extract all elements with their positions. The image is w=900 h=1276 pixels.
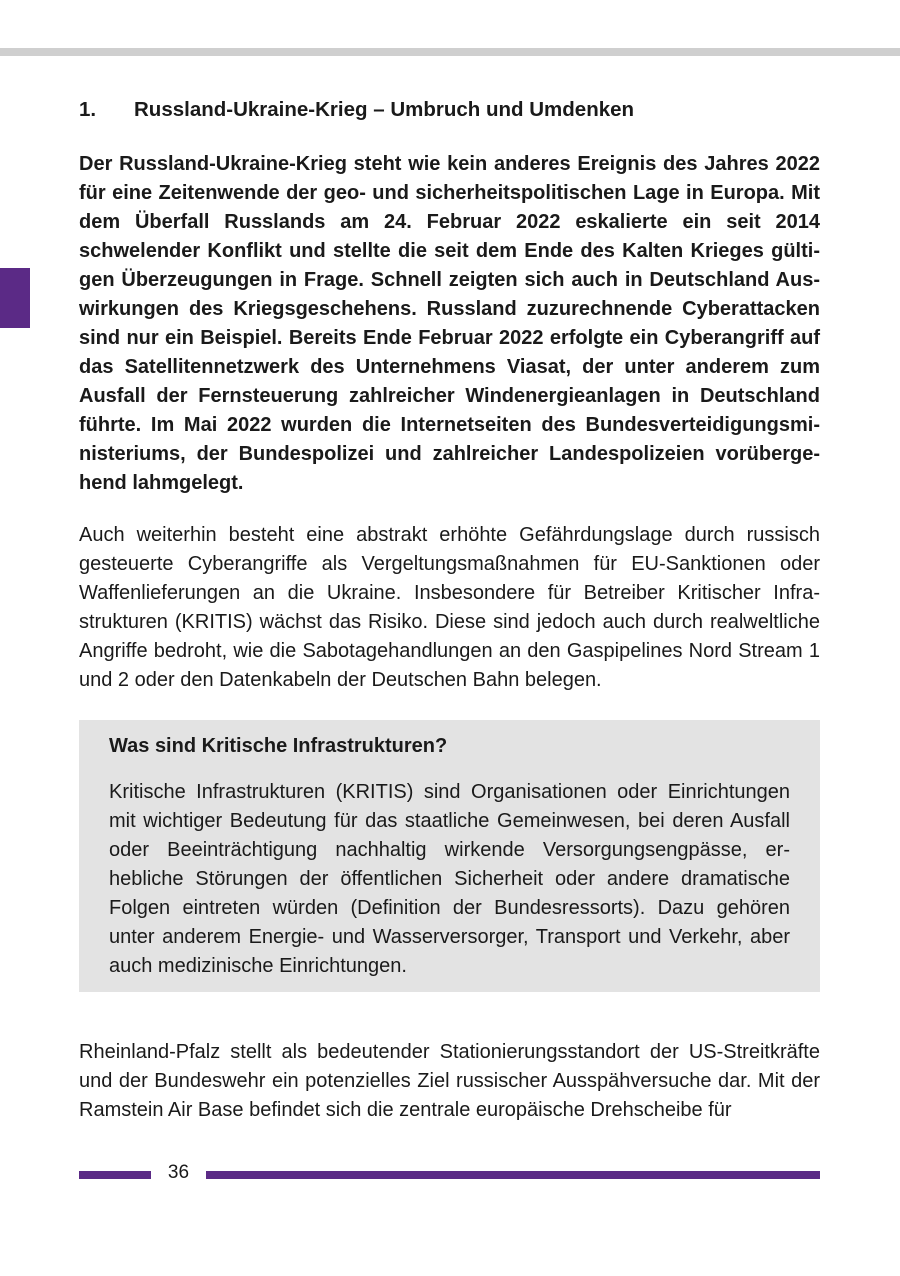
lead-paragraph: Der Russland-Ukraine-Krieg steht wie kein anderes Ereignis des Jahres 2022 für eine Zeitenwende der geo- und sicherheitspolitischen Lage in Europa. Mit dem Überfall Russlands am 24. Februar 2022 eskalierte ein seit 2014 schwelender Konflikt und stellte die seit dem Ende des Kalten Krieges gültigen Überzeugungen in Frage. Schnell zeigten sich auch in Deutschland Auswirkungen des Kriegsgeschehens. Russland zuzurechnende Cyberattacken sind nur ein Beispiel. Bereits Ende Februar 2022 erfolgte ein Cyberangriff auf das Satellitennetzwerk des Unternehmens Viasat, der unter anderem zum Ausfall der Fernsteuerung zahlreicher Windenergieanlagen in Deutschland führte. Im Mai 2022 wurden die Internetseiten des Bundesverteidigungsministeriums, der Bundespolizei und zahlreicher Landespolizeien vorübergehend lahmgelegt. [79,153,820,494]
top-divider [0,48,900,56]
body-paragraph-continued: Rheinland-Pfalz stellt als bedeutender Stationierungsstandort der US-Streitkräfte und der Bundeswehr ein potenzielles Ziel russischer Ausspähversuche dar. Mit der Ramstein Air Base befindet sich die zentrale europäische Drehscheibe für [79,1041,820,1121]
info-box [79,720,820,992]
info-box-text: Kritische Infrastrukturen (KRITIS) sind Organisationen oder Einrichtungen mit wichtiger Bedeutung für das staatliche Gemeinwesen, bei deren Ausfall oder Beeinträchtigung nachhaltig wirkende Versorgungsengpässe, erhebliche Störungen der öffentlichen Sicherheit oder andere dramatische Folgen eintreten würden (Definition der Bundesressorts). Dazu gehören unter anderem Energie- und Wasserversorger, Transport und Verkehr, aber auch medizinische Einrichtungen. [109,781,790,977]
body-paragraph: Auch weiterhin besteht eine abstrakt erhöhte Gefährdungslage durch russisch gesteuerte Cyberangriffe als Vergeltungsmaßnahmen für EU-Sanktionen oder Waffenlieferungen an die Ukraine. Insbesondere für Betreiber Kritischer Infrastrukturen (KRITIS) wächst das Risiko. Diese sind jedoch auch durch realweltliche Angriffe bedroht, wie die Sabotagehandlungen an den Gaspipelines Nord Stream 1 und 2 oder den Datenkabeln der Deutschen Bahn belegen. [79,524,820,691]
section-title: Russland-Ukraine-Krieg – Umbruch und Umdenken [134,98,635,121]
info-box-title: Was sind Kritische Infrastrukturen? [109,735,448,757]
section-heading [79,96,819,124]
section-number: 1. [79,98,97,121]
footer-rule-left [79,1171,151,1179]
footer-rule-right [206,1171,820,1179]
page-number: 36 [167,1162,190,1183]
chapter-marker-tab [0,268,30,328]
